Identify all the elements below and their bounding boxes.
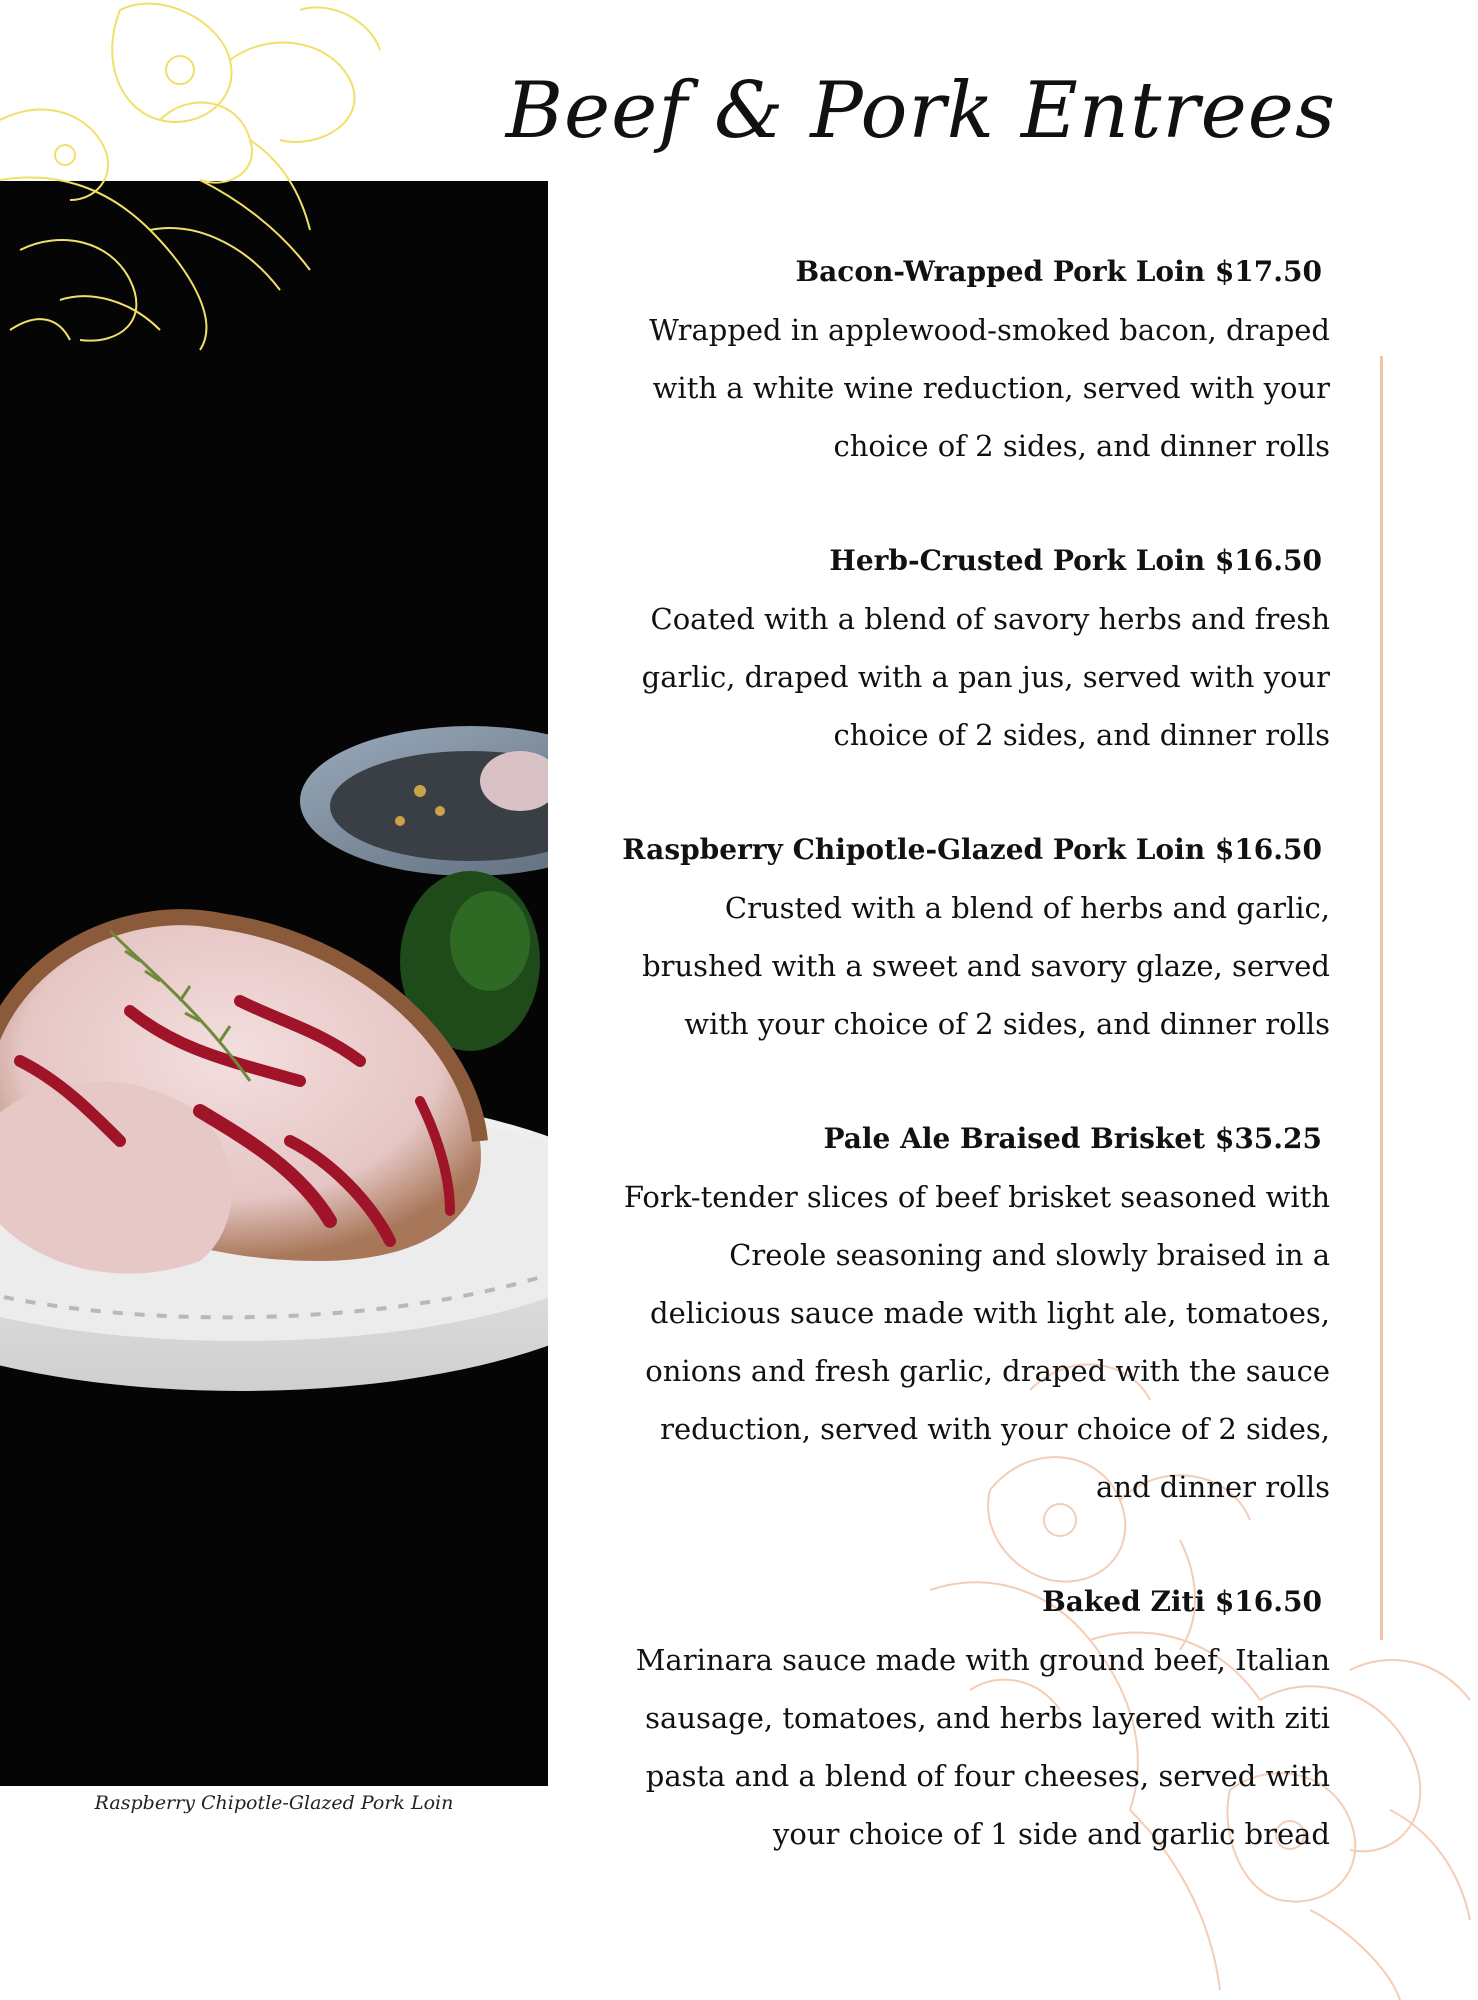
menu-item bbox=[600, 1573, 1330, 1863]
menu-item-description: Crusted with a blend of herbs and garlic, brushed with a sweet and savory glaze, served with your choice of 2 sides, and dinner rolls bbox=[642, 891, 1330, 1041]
menu-item-description: Coated with a blend of savory herbs and fresh garlic, draped with a pan jus, served with your choice of 2 sides, and dinner rolls bbox=[641, 602, 1330, 752]
photo-caption: Raspberry Chipotle-Glazed Pork Loin bbox=[94, 1792, 454, 1814]
floral-decoration-top bbox=[0, 0, 560, 380]
menu-item bbox=[600, 532, 1330, 764]
menu-item bbox=[600, 821, 1330, 1053]
menu-list bbox=[600, 243, 1330, 1920]
menu-item-name: Raspberry Chipotle-Glazed Pork Loin $16.50 bbox=[622, 833, 1322, 866]
menu-item-description: Marinara sauce made with ground beef, Italian sausage, tomatoes, and herbs layered with ziti pasta and a blend of four cheeses, served with your choice of 1 side and garlic bread bbox=[635, 1643, 1330, 1851]
menu-item-name: Herb-Crusted Pork Loin $16.50 bbox=[829, 544, 1322, 577]
menu-item-description: Wrapped in applewood-smoked bacon, draped with a white wine reduction, served with your choice of 2 sides, and dinner rolls bbox=[649, 313, 1330, 463]
menu-item-name: Bacon-Wrapped Pork Loin $17.50 bbox=[795, 255, 1322, 288]
menu-item bbox=[600, 243, 1330, 475]
pork-loin-plate-image bbox=[0, 181, 548, 1786]
menu-item-name: Pale Ale Braised Brisket $35.25 bbox=[823, 1122, 1322, 1155]
menu-item-name: Baked Ziti $16.50 bbox=[1042, 1585, 1322, 1618]
accent-divider-line bbox=[1380, 356, 1383, 1640]
menu-item bbox=[600, 1110, 1330, 1516]
food-photo bbox=[0, 181, 548, 1786]
page-title: Beef & Pork Entrees bbox=[505, 66, 1336, 156]
menu-item-description: Fork-tender slices of beef brisket seasoned with Creole seasoning and slowly braised in a delicious sauce made with light ale, tomatoes, onions and fresh garlic, draped with the sauce reduction, served with your choice of 2 sides, and dinner rolls bbox=[623, 1180, 1330, 1504]
